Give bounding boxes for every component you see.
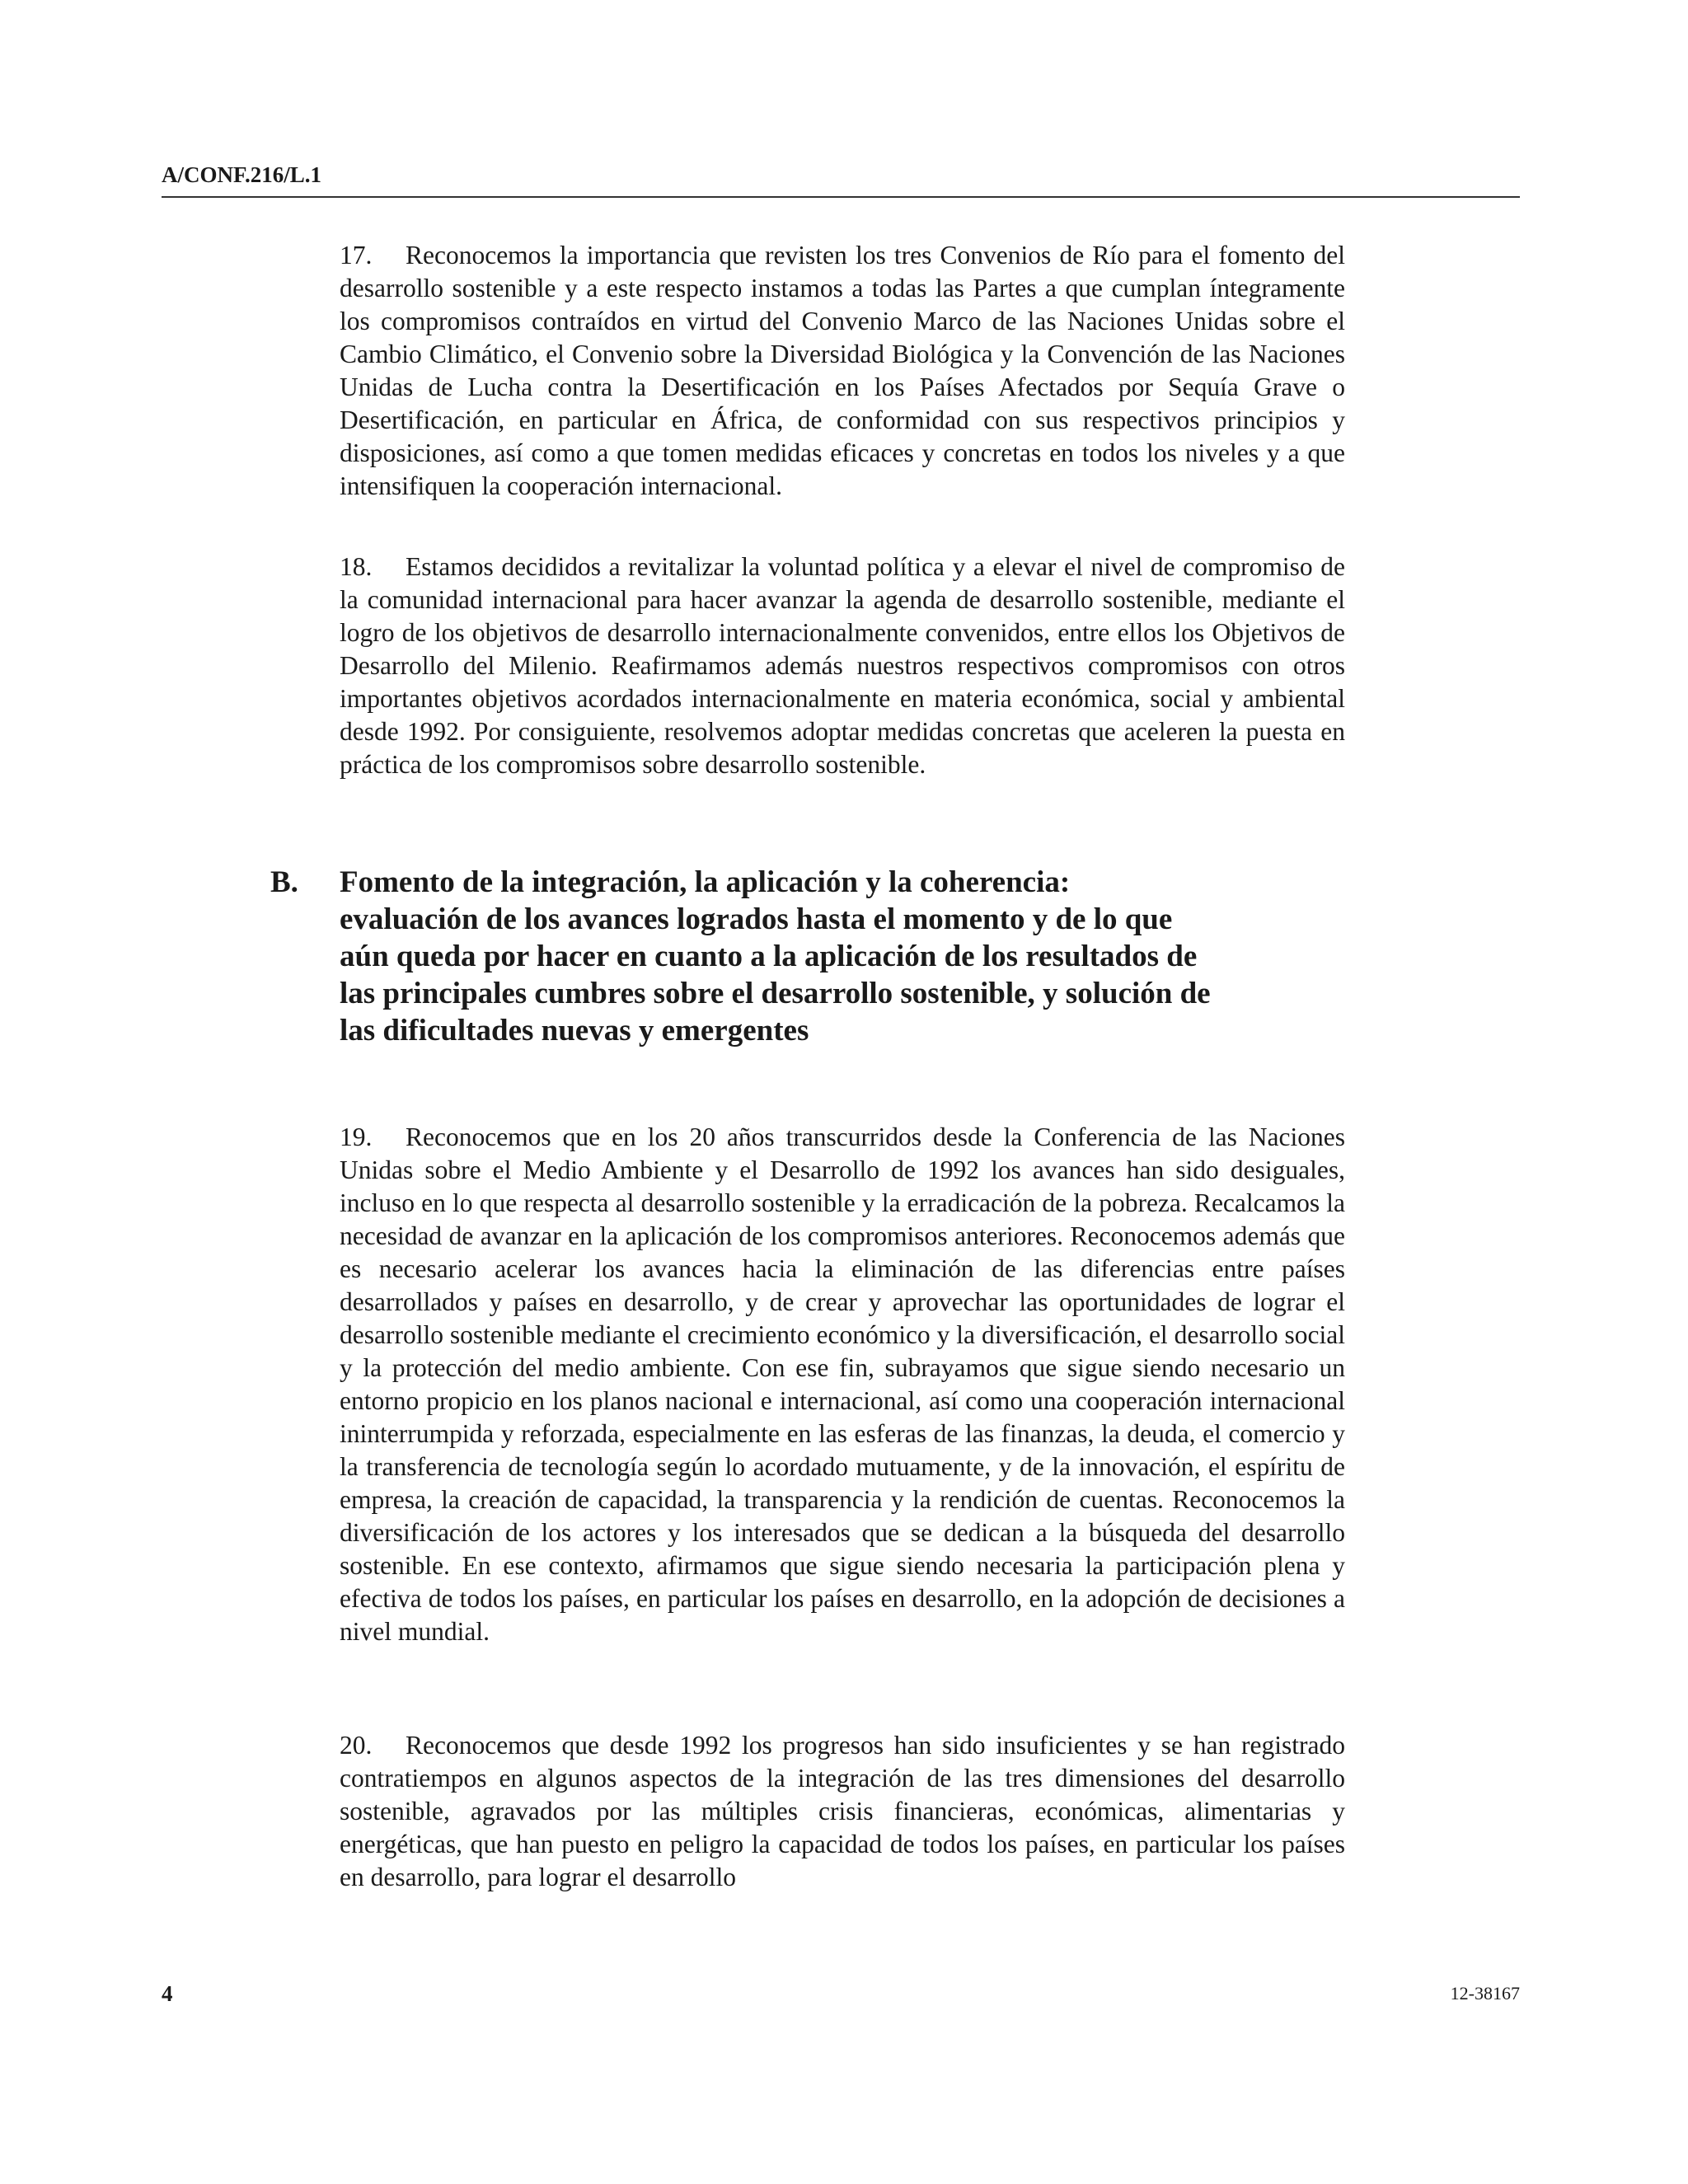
section-title: Fomento de la integración, la aplicación y la coherencia: evaluación de los avances logrados hasta el momento y de lo que aún queda por hacer en cuanto a la aplicación de los resultados de las principales cumbres sobre el desarrollo sostenible, y solución de las dificultades nuevas y emergentes (340, 865, 1211, 1047)
document-symbol: A/CONF.216/L.1 (162, 162, 322, 187)
job-number: 12-38167 (1450, 1983, 1520, 2004)
paragraph-block-18 (340, 551, 1345, 781)
paragraph-text: Reconocemos que en los 20 años transcurridos desde la Conferencia de las Naciones Unidas sobre el Medio Ambiente y el Desarrollo de 1992 los avances han sido desiguales, incluso en lo que respecta al desarrollo sostenible y la erradicación de la pobreza. Recalcamos la necesidad de avanzar en la aplicación de los compromisos anteriores. Reconocemos además que es necesario acelerar los avances hacia la eliminación de las diferencias entre países desarrollados y países en desarrollo, y de crear y aprovechar las oportunidades de lograr el desarrollo sostenible mediante el crecimiento económico y la diversificación, el desarrollo social y la protección del medio ambiente. Con ese fin, subrayamos que sigue siendo necesario un entorno propicio en los planos nacional e internacional, así como una cooperación internacional ininterrumpida y reforzada, especialmente en las esferas de las finanzas, la deuda, el comercio y la transferencia de tecnología según lo acordado mutuamente, y de la innovación, el espíritu de empresa, la creación de capacidad, la transparencia y la rendición de cuentas. Reconocemos la diversificación de los actores y los interesados que se dedican a la búsqueda del desarrollo sostenible. En ese contexto, afirmamos que sigue siendo necesaria la participación plena y efectiva de todos los países, en particular los países en desarrollo, en la adopción de decisiones a nivel mundial. (340, 1122, 1345, 1646)
header-rule (162, 196, 1520, 198)
paragraph-block-19 (340, 1121, 1345, 1648)
paragraph-text: Reconocemos que desde 1992 los progresos han sido insuficientes y se han registrado contratiempos en algunos aspectos de la integración de las tres dimensiones del desarrollo sostenible, agravados por las múltiples crisis financieras, económicas, alimentarias y energéticas, que han puesto en peligro la capacidad de todos los países, en particular los países en desarrollo, para lograr el desarrollo (340, 1731, 1345, 1891)
section-letter: B. (270, 865, 298, 899)
paragraph-20 (340, 1729, 1345, 1894)
paragraph-text: Reconocemos la importancia que revisten los tres Convenios de Río para el fomento del desarrollo sostenible y a este respecto instamos a todas las Partes a que cumplan íntegramente los compromisos contraídos en virtud del Convenio Marco de las Naciones Unidas sobre el Cambio Climático, el Convenio sobre la Diversidad Biológica y la Convención de las Naciones Unidas de Lucha contra la Desertificación en los Países Afectados por Sequía Grave o Desertificación, en particular en África, de conformidad con sus respectivos principios y disposiciones, así como a que tomen medidas eficaces y concretas en todos los niveles y a que intensifiquen la cooperación internacional. (340, 241, 1345, 500)
paragraph-text: Estamos decididos a revitalizar la voluntad política y a elevar el nivel de compromiso de la comunidad internacional para hacer avanzar la agenda de desarrollo sostenible, mediante el logro de los objetivos de desarrollo internacionalmente convenidos, entre ellos los Objetivos de Desarrollo del Milenio. Reafirmamos además nuestros respectivos compromisos con otros importantes objetivos acordados internacionalmente en materia económica, social y ambiental desde 1992. Por consiguiente, resolvemos adoptar medidas concretas que aceleren la puesta en práctica de los compromisos sobre desarrollo sostenible. (340, 552, 1345, 779)
paragraph-block-20 (340, 1729, 1345, 1894)
paragraph-number: 17. (340, 241, 373, 269)
section-heading (270, 864, 1259, 1049)
page-number: 4 (162, 1981, 173, 2006)
paragraph-19 (340, 1121, 1345, 1648)
paragraph-block-top (340, 239, 1345, 503)
paragraph-17 (340, 239, 1345, 503)
paragraph-number: 18. (340, 552, 373, 581)
paragraph-number: 20. (340, 1731, 373, 1760)
paragraph-18 (340, 551, 1345, 781)
paragraph-number: 19. (340, 1122, 373, 1151)
